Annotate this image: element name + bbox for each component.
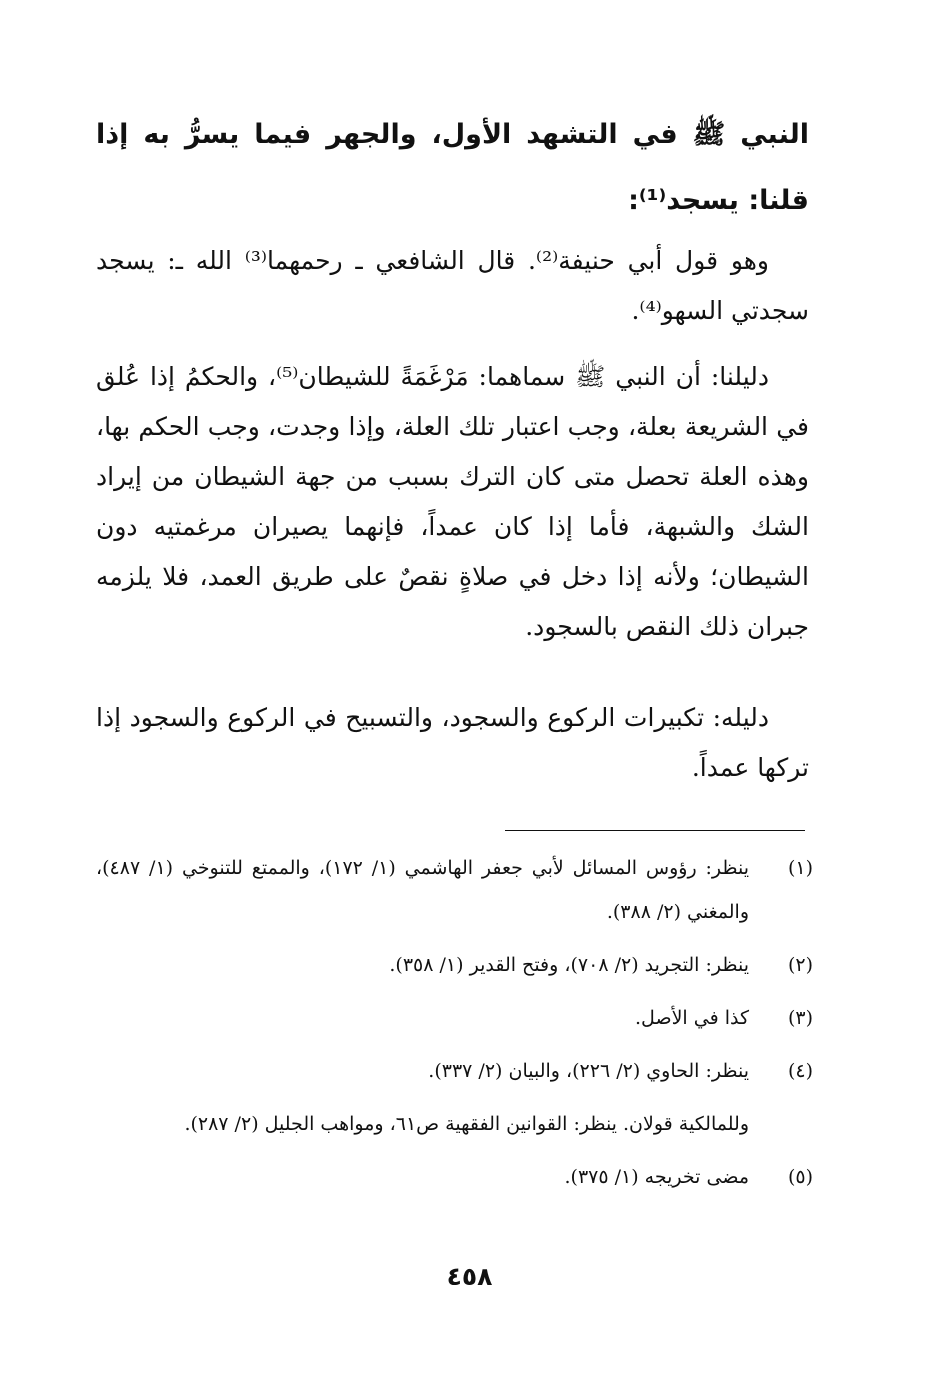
footnote-separator <box>505 830 805 831</box>
footnote-number: (٣) <box>787 1007 813 1029</box>
paragraph-1-text: وهو قول أبي حنيفة⁽²⁾. قال الشافعي ـ رحمهما⁽³⁾ الله ـ: يسجد سجدتي السهو⁽⁴⁾. <box>96 246 809 325</box>
footnote-text: ينظر: التجريد (٢/ ٧٠٨)، وفتح القدير (١/ ٣٥٨). <box>389 954 749 976</box>
footnote-number: (٤) <box>787 1060 813 1082</box>
paragraph-3 <box>96 693 809 793</box>
page-number: ٤٥٨ <box>446 1262 493 1291</box>
footnote-text: ينظر: رؤوس المسائل لأبي جعفر الهاشمي (١/ ١٧٢)، والممتع للتنوخي (١/ ٤٨٧)، والمغني (٢/ ٣٨٨). <box>96 857 750 923</box>
footnote-number: (٥) <box>787 1166 813 1188</box>
footnote-2 <box>96 943 813 987</box>
footnote-4-continuation: وللمالكية قولان. ينظر: القوانين الفقهية ص٦١، ومواهب الجليل (٢/ ٢٨٧). <box>184 1113 749 1135</box>
footnote-number: (٢) <box>787 954 813 976</box>
paragraph-2-text: دليلنا: أن النبي ﷺ سماهما: مَرْغَمَةً للشيطان⁽⁵⁾، والحكمُ إذا عُلق في الشريعة بعلة، وجب اعتبار تلك العلة، وإذا وجدت، وجب الحكم بها، وهذه العلة تحصل متى كان الترك بسبب من جهة الشيطان من إيراد الشك والشبهة، فأما إذا كان عمداً، فإنهما يصيران مرغمتيه دون الشيطان؛ ولأنه إذا دخل في صلاةٍ نقصٌ على طريق العمد، فلا يلزمه جبران ذلك النقص بالسجود. <box>96 362 809 641</box>
footnote-4 <box>96 1049 813 1093</box>
footnote-3 <box>96 996 813 1040</box>
footnote-text: مضى تخريجه (١/ ٣٧٥). <box>564 1166 749 1188</box>
section-heading: النبي ﷺ في التشهد الأول، والجهر فيما يسرُّ به إذا قلنا: يسجد⁽¹⁾: <box>96 119 809 216</box>
paragraph-1 <box>96 236 809 336</box>
paragraph-2 <box>96 352 809 652</box>
footnote-1 <box>96 846 813 934</box>
paragraph-3-text: دليله: تكبيرات الركوع والسجود، والتسبيح في الركوع والسجود إذا تركها عمداً. <box>96 703 809 782</box>
footnote-text: كذا في الأصل. <box>635 1007 749 1029</box>
footnote-number: (١) <box>787 857 813 879</box>
footnotes <box>96 846 813 1208</box>
footnote-5 <box>96 1155 813 1199</box>
footnote-text: ينظر: الحاوي (٢/ ٢٢٦)، والبيان (٢/ ٣٣٧). <box>428 1060 749 1082</box>
